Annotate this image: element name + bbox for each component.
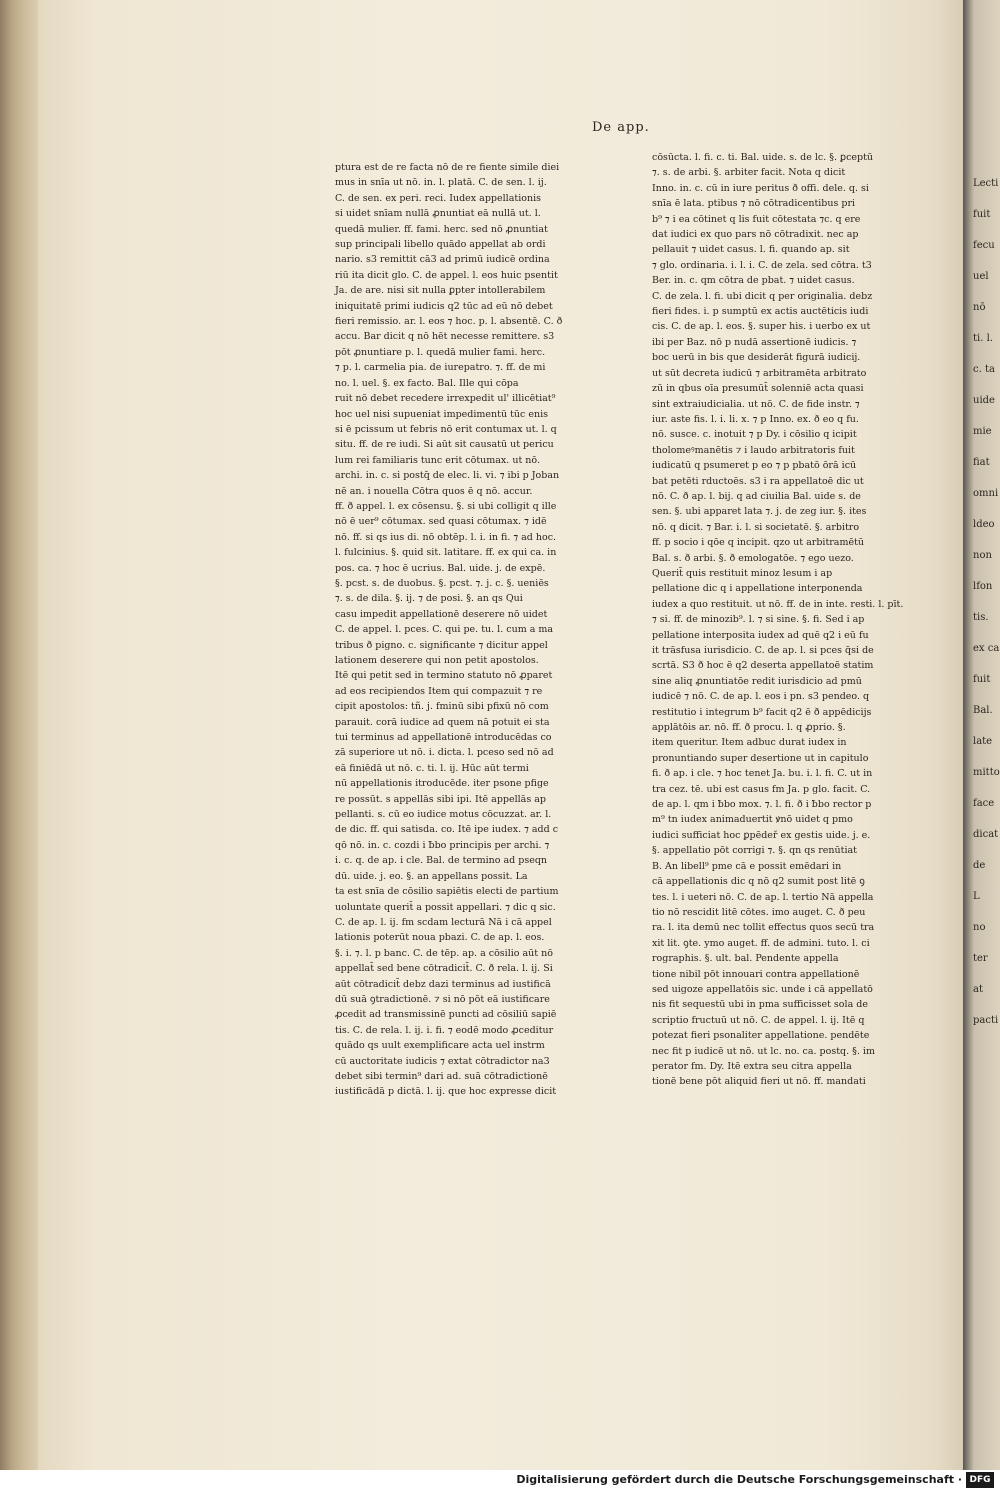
- text-line: mus in snīa ut nō. in. l. platā. C. de sen. l. ij.: [335, 177, 547, 189]
- text-column-left: [335, 160, 595, 1098]
- text-line: casu impedit appellationē deserere nō uidet: [335, 608, 548, 620]
- text-line: lationem deserere qui non petit apostolos.: [335, 655, 539, 666]
- text-line: b⁹ ⁊ i ea cōtinet q lis fuit cōtestata ⁊c. q ere: [652, 213, 861, 225]
- text-line: applātōis ar. nō. ff. ð procu. l. q ꝓprio. §.: [652, 722, 846, 734]
- text-line: nō. susce. c. inotuit ⁊ p Dy. i cōsilio q icipit: [652, 429, 857, 441]
- text-line: nē an. i nouella Cōtra quos ē q nō. accur.: [335, 485, 533, 497]
- text-line: §. i. ⁊. l. p banc. C. de tēp. ap. a cōsilio aūt nō: [335, 947, 553, 959]
- text-line: ff. p socio i qōe q incipit. qzo ut arbitramētū: [652, 537, 865, 549]
- text-line: nō. ff. si qs ius di. nō obtēp. l. i. in fi. ⁊ ad hoc.: [335, 531, 557, 543]
- adjacent-page-fragment: non: [973, 550, 992, 561]
- text-line: zā superiore ut nō. i. dicta. l. pceso sed nō ad: [335, 747, 554, 759]
- text-line: ut sūt decreta iudicū ⁊ arbitramēta arbitrato: [652, 367, 867, 379]
- text-line: iudici sufficiat hoc ꝑpēdeř ex gestis uide. j. e.: [652, 829, 871, 841]
- adjacent-page-edge: [963, 0, 1000, 1470]
- text-line: pellatione dic q i appellatione interponenda: [652, 583, 863, 595]
- text-line: scrtā. S3 ð hoc ē q2 deserta appellatoē statim: [652, 660, 874, 672]
- text-line: bat petēti rductoēs. s3 i ra appellatoē dic ut: [652, 475, 864, 487]
- text-line: pōt ꝓnuntiare p. l. quedā mulier fami. herc.: [335, 346, 546, 358]
- text-line: boc uerū in bis que desiderāt figurā iudicij.: [652, 352, 861, 364]
- adjacent-page-fragment: mie: [973, 426, 992, 437]
- text-line: iustificādā p dictā. l. ij. que hoc expresse dicit: [335, 1086, 557, 1098]
- text-line: nec fit p iudicē ut nō. ut lc. no. ca. postq. §. im: [652, 1045, 875, 1057]
- text-line: ra. l. ita demū nec tollit effectus quos secū tra: [652, 922, 875, 934]
- text-line: sen. §. ubi apparet lata ⁊. j. de zeg iur. §. ites: [652, 506, 867, 518]
- text-line: tui terminus ad appellationē introducēdas co: [335, 732, 552, 744]
- adjacent-page-fragment: ter: [973, 953, 988, 964]
- adjacent-page-fragment: de: [973, 860, 986, 871]
- text-line: pellatione interposita iudex ad quē q2 i eū fu: [652, 629, 869, 641]
- text-line: tholomeꝰmanētis ⁊ i laudo arbitratoris fuit: [652, 444, 855, 456]
- text-line: ⁊ si. ff. de minozib⁹. l. ⁊ si sine. §. fi. Sed i ap: [652, 614, 865, 626]
- text-line: pos. ca. ⁊ hoc ē ucrius. Bal. uide. j. de expē.: [335, 562, 546, 574]
- text-line: re possūt. s appellās sibi ipi. Itē appellās ap: [335, 793, 546, 805]
- text-line: cā appellationis dic q nō q2 sumit post litē ꝯ: [652, 876, 865, 888]
- text-line: iniquitatē primi iudicis q2 tūc ad eū nō debet: [335, 300, 553, 312]
- text-line: Ber. in. c. qm cōtra de pbat. ⁊ uidet casus.: [652, 275, 855, 287]
- text-line: B. An libell⁹ pme cā e possit emēdari in: [652, 860, 842, 872]
- dfg-logo: DFG: [966, 1472, 994, 1488]
- text-line: perator fm. Dy. Itē extra seu citra appella: [652, 1060, 852, 1072]
- text-line: tribus ð pigno. c. significante ⁊ dicitur appel: [335, 639, 548, 651]
- adjacent-page-fragment: face: [973, 798, 995, 809]
- adjacent-page-fragment: fuit: [973, 674, 991, 685]
- text-line: ⁊ glo. ordinaria. i. l. i. C. de zela. sed cōtra. t3: [652, 259, 872, 271]
- text-line: no. l. uel. §. ex facto. Bal. Ille qui cōpa: [335, 377, 519, 389]
- text-line: hoc uel nisi supueniat impedimentū tūc enis: [335, 408, 549, 420]
- adjacent-page-fragment: lfon: [973, 581, 993, 592]
- text-line: potezat fieri psonaliter appellatione. pendēte: [652, 1030, 870, 1042]
- text-line: nū appellationis itroducēde. iter psone pfige: [335, 778, 549, 790]
- text-line: si ē pcissum ut febris nō erit contumax ut. l. q: [335, 423, 557, 435]
- text-line: sine aliq ꝓnuntiatōe redit iurisdicio ad pmū: [652, 675, 862, 687]
- adjacent-page-fragment: Bal.: [973, 705, 993, 716]
- text-line: C. de ap. l. ij. fm scdam lecturā Nā i cā appel: [335, 916, 552, 928]
- text-line: fieri fides. i. p sumptū ex actis auctēticis iudi: [652, 306, 869, 318]
- text-line: aūt cōtradicit̄ debz dazi terminus ad iustificā: [335, 978, 551, 990]
- text-line: riū ita dicit glo. C. de appel. l. eos huic psentit: [335, 269, 558, 281]
- text-line: iudicē ⁊ nō. C. de ap. l. eos i pn. s3 pendeo. q: [652, 691, 870, 703]
- text-line: tio nō rescidit litē cōtes. imo auget. C. ð peu: [652, 906, 866, 918]
- text-line: nō. q dicit. ⁊ Bar. i. l. si societatē. §. arbitro: [652, 521, 860, 533]
- text-line: ⁊ p. l. carmelia pia. de iurepatro. ⁊. ff. de mi: [335, 362, 546, 374]
- text-line: accu. Bar dicit q nō hēt necesse remittere. s3: [335, 331, 555, 343]
- text-line: fi. ð ap. i cle. ⁊ hoc tenet Ja. bu. i. l. fi. C. ut in: [652, 768, 873, 780]
- text-line: iudex a quo restituit. ut nō. ff. de in inte. resti. l. pīt.: [652, 598, 904, 610]
- adjacent-page-fragment: c. ta: [973, 364, 995, 375]
- adjacent-page-fragment: tis.: [973, 612, 989, 623]
- text-line: tra cez. tē. ubi est casus fm Ja. p glo. facit. C.: [652, 783, 871, 795]
- text-line: si uidet snīam nullā ꝓnuntiat eā nullā ut. l.: [335, 208, 541, 220]
- text-line: debet sibi termin⁹ dari ad. suā cōtradictionē: [335, 1070, 548, 1082]
- text-line: ta est snīa de cōsilio sapiētis electi de partium: [335, 886, 559, 898]
- text-line: appellat̄ sed bene cōtradicit̄. C. ð rela. l. ij. Si: [335, 963, 553, 975]
- adjacent-page-fragment: mitto: [973, 767, 1000, 778]
- text-line: m⁹ tn iudex animaduertit ꝟnō uidet q pmo: [652, 814, 853, 826]
- text-line: item queritur. Item adbuc durat iudex in: [652, 737, 847, 749]
- text-line: qō nō. in. c. cozdi i ƀbo principis per archi. ⁊: [335, 839, 550, 851]
- adjacent-page-fragment: L: [973, 891, 980, 902]
- text-line: de ap. l. qm i ƀbo mox. ⁊. l. fi. ð i ƀbo rector p: [652, 799, 872, 811]
- text-line: ⁊. s. de dila. §. ij. ⁊ de posi. §. an qs Qui: [335, 593, 523, 605]
- text-line: uoluntate querit̄ a possit appellari. ⁊ dic q sic.: [335, 901, 556, 913]
- text-line: ff. ð appel. l. ex cōsensu. §. si ubi colligit q ille: [335, 500, 557, 512]
- text-line: l. fulcinius. §. quid sit. latitare. ff. ex qui ca. in: [335, 547, 557, 559]
- text-line: ruit nō debet recedere irrexpedit ul' illicētiat⁹: [335, 393, 556, 405]
- book-left-edge: [0, 0, 40, 1470]
- text-line: tis. C. de rela. l. ij. i. fi. ⁊ eodē modo ꝓceditur: [335, 1024, 554, 1036]
- text-line: cis. C. de ap. l. eos. §. super his. i uerbo ex ut: [652, 321, 871, 333]
- text-line: nō ē uer⁹ cōtumax. sed quasi cōtumax. ⁊ idē: [335, 516, 547, 528]
- text-line: pellauit ⁊ uidet casus. l. fi. quando ap. sit: [652, 244, 850, 256]
- text-line: sed uigoze appellatōis sic. unde i cā appellatō: [652, 983, 873, 995]
- text-line: Querit̄ quis restituit minoz lesum i ap: [652, 567, 833, 579]
- adjacent-page-fragment: no: [973, 922, 986, 933]
- text-line: dū suā ꝯtradictionē. ⁊ si nō pōt eā iustificare: [335, 993, 550, 1005]
- text-line: sup principali libello quādo appellat ab ordi: [335, 239, 546, 251]
- adjacent-page-fragment: ti. l.: [973, 333, 993, 344]
- adjacent-page-fragment: pacti: [973, 1015, 999, 1026]
- adjacent-page-fragment: uide: [973, 395, 995, 406]
- adjacent-page-fragment: fuit: [973, 209, 991, 220]
- text-line: restitutio i integrum b⁹ facit q2 ē ð appēdicijs: [652, 706, 872, 718]
- text-line: nis fit sequestū ubi in pma sufficisset sola de: [652, 999, 868, 1011]
- adjacent-page-fragment: late: [973, 736, 993, 747]
- text-line: pronuntiando super desertione ut in capitulo: [652, 752, 869, 764]
- text-line: Ja. de are. nisi sit nulla ꝑpter intollerabilem: [335, 285, 546, 297]
- text-line: ⁊. s. de arbi. §. arbiter facit. Nota q dicit: [652, 167, 846, 179]
- text-line: ibi per Baz. nō p nudā assertionē iudicis. ⁊: [652, 336, 857, 348]
- text-line: xit lit. ꝯte. ymo auget. ff. de admini. tuto. l. ci: [652, 937, 870, 949]
- text-line: iudicatū q psumeret p eo ⁊ p pbatō ōrā icū: [652, 460, 857, 472]
- text-line: parauit. corā iudice ad quem nā potuit ei sta: [335, 716, 550, 728]
- text-line: ad eos recipiendos Item qui compazuit ⁊ re: [335, 685, 543, 697]
- text-line: eā finiēdā ut nō. c. ti. l. ij. Hūc aūt termi: [335, 762, 529, 774]
- text-line: snīa ē lata. ptibus ⁊ nō cōtradicentibus pri: [652, 198, 856, 210]
- footer-bar: [0, 1470, 1000, 1491]
- adjacent-page-fragment: ex ca: [973, 643, 1000, 654]
- adjacent-page-fragment: omni: [973, 488, 999, 499]
- text-line: rographis. §. ult. bal. Pendente appella: [652, 953, 839, 965]
- adjacent-page-fragment: fiat: [973, 457, 990, 468]
- text-line: Itē qui petit sed in termino statuto nō ꝓparet: [335, 670, 553, 682]
- text-line: C. de sen. ex peri. reci. Iudex appellationis: [335, 192, 541, 204]
- adjacent-page-fragment: ldeo: [973, 519, 995, 530]
- text-line: pellanti. s. cū eo iudice motus cōcuzzat. ar. l.: [335, 809, 552, 821]
- text-line: §. appellatio pōt corrigi ⁊. §. qn qs renūtiat: [652, 845, 857, 857]
- text-line: quādo qs uult exemplificare acta uel instrm: [335, 1040, 545, 1052]
- adjacent-page-fragment: Lecti: [973, 178, 999, 189]
- text-line: lationis poterūt noua pbazi. C. de ap. l. eos.: [335, 932, 545, 944]
- text-line: quedā mulier. ff. fami. herc. sed nō ꝓnuntiat: [335, 223, 548, 235]
- text-line: tione nibil pōt innouari contra appellationē: [652, 968, 860, 980]
- running-head: De app.: [592, 120, 650, 135]
- text-line: lum rei familiaris tunc erit cōtumax. ut nō.: [335, 454, 541, 466]
- text-line: archi. in. c. si postq̄ de elec. li. vi. ⁊ ibi p Joban: [335, 470, 560, 482]
- text-line: C. de zela. l. fi. ubi dicit q per originalia. debz: [652, 290, 873, 302]
- text-line: scriptio fructuū ut nō. C. de appel. l. ij. Itē q: [652, 1014, 865, 1026]
- text-line: dū. uide. j. eo. §. an appellans possit. La: [335, 870, 528, 882]
- text-line: cipit apostolos: tñ. j. fminū sibi pfixū nō com: [335, 701, 549, 713]
- text-line: dat iudici ex quo pars nō cōtradixit. nec ap: [652, 229, 859, 241]
- text-line: i. c. q. de ap. i cle. Bal. de termino ad pseqn: [335, 855, 548, 867]
- footer-credit: Digitalisierung gefördert durch die Deutsche Forschungsgemeinschaft ·: [516, 1473, 962, 1486]
- text-line: ptura est de re facta nō de re fiente simile diei: [335, 162, 560, 173]
- adjacent-page-fragment: dicat: [973, 829, 999, 840]
- text-line: Inno. in. c. cū in iure peritus ð offi. dele. q. si: [652, 182, 869, 194]
- text-line: tionē bene pōt aliquid fieri ut nō. ff. mandati: [652, 1076, 866, 1088]
- text-line: sint extraiudicialia. ut nō. C. de fide instr. ⁊: [652, 398, 860, 410]
- text-column-right: [652, 150, 912, 1088]
- text-line: it trāsfusa iurisdicio. C. de ap. l. si pces q̄si de: [652, 645, 874, 656]
- text-line: situ. ff. de re iudi. Si aūt sit causatū ut pericu: [335, 439, 554, 451]
- text-line: C. de appel. l. pces. C. qui pe. tu. l. cum a ma: [335, 624, 554, 636]
- adjacent-page-fragment: uel: [973, 271, 989, 282]
- adjacent-page-fragment: nō: [973, 302, 986, 313]
- text-line: cū auctoritate iudicis ⁊ extat cōtradictor na3: [335, 1055, 550, 1067]
- text-line: cōsūcta. l. fi. c. ti. Bal. uide. s. de lc. §. ꝑceptū: [652, 152, 874, 163]
- text-line: Bal. s. ð arbi. §. ð emologatōe. ⁊ ego uezo.: [652, 552, 854, 564]
- text-line: nario. s3 remittit cā3 ad primū iudicē ordina: [335, 254, 550, 266]
- adjacent-page-fragment: at: [973, 984, 983, 995]
- text-line: nō. C. ð ap. l. bij. q ad ciuilia Bal. uide s. de: [652, 490, 861, 502]
- text-line: ꝓcedit ad transmissinē puncti ad cōsiliū sapiē: [335, 1009, 557, 1021]
- text-line: tes. l. i ueteri nō. C. de ap. l. tertio Nā appella: [652, 891, 874, 903]
- text-line: zū in qbus oīa presumūt̄ solenniē acta quasi: [652, 383, 864, 395]
- text-line: de dic. ff. qui satisda. co. Itē ipe iudex. ⁊ add c: [335, 824, 559, 836]
- adjacent-page-fragment: fecu: [973, 240, 995, 251]
- text-line: §. pcst. s. de duobus. §. pcst. ⁊. j. c. §. ueniēs: [335, 577, 549, 589]
- text-line: iur. aste fis. l. i. li. x. ⁊ p Inno. ex. ð eo q fu.: [652, 413, 859, 425]
- text-line: fieri remissio. ar. l. eos ⁊ hoc. p. l. absentē. C. ð: [335, 316, 563, 328]
